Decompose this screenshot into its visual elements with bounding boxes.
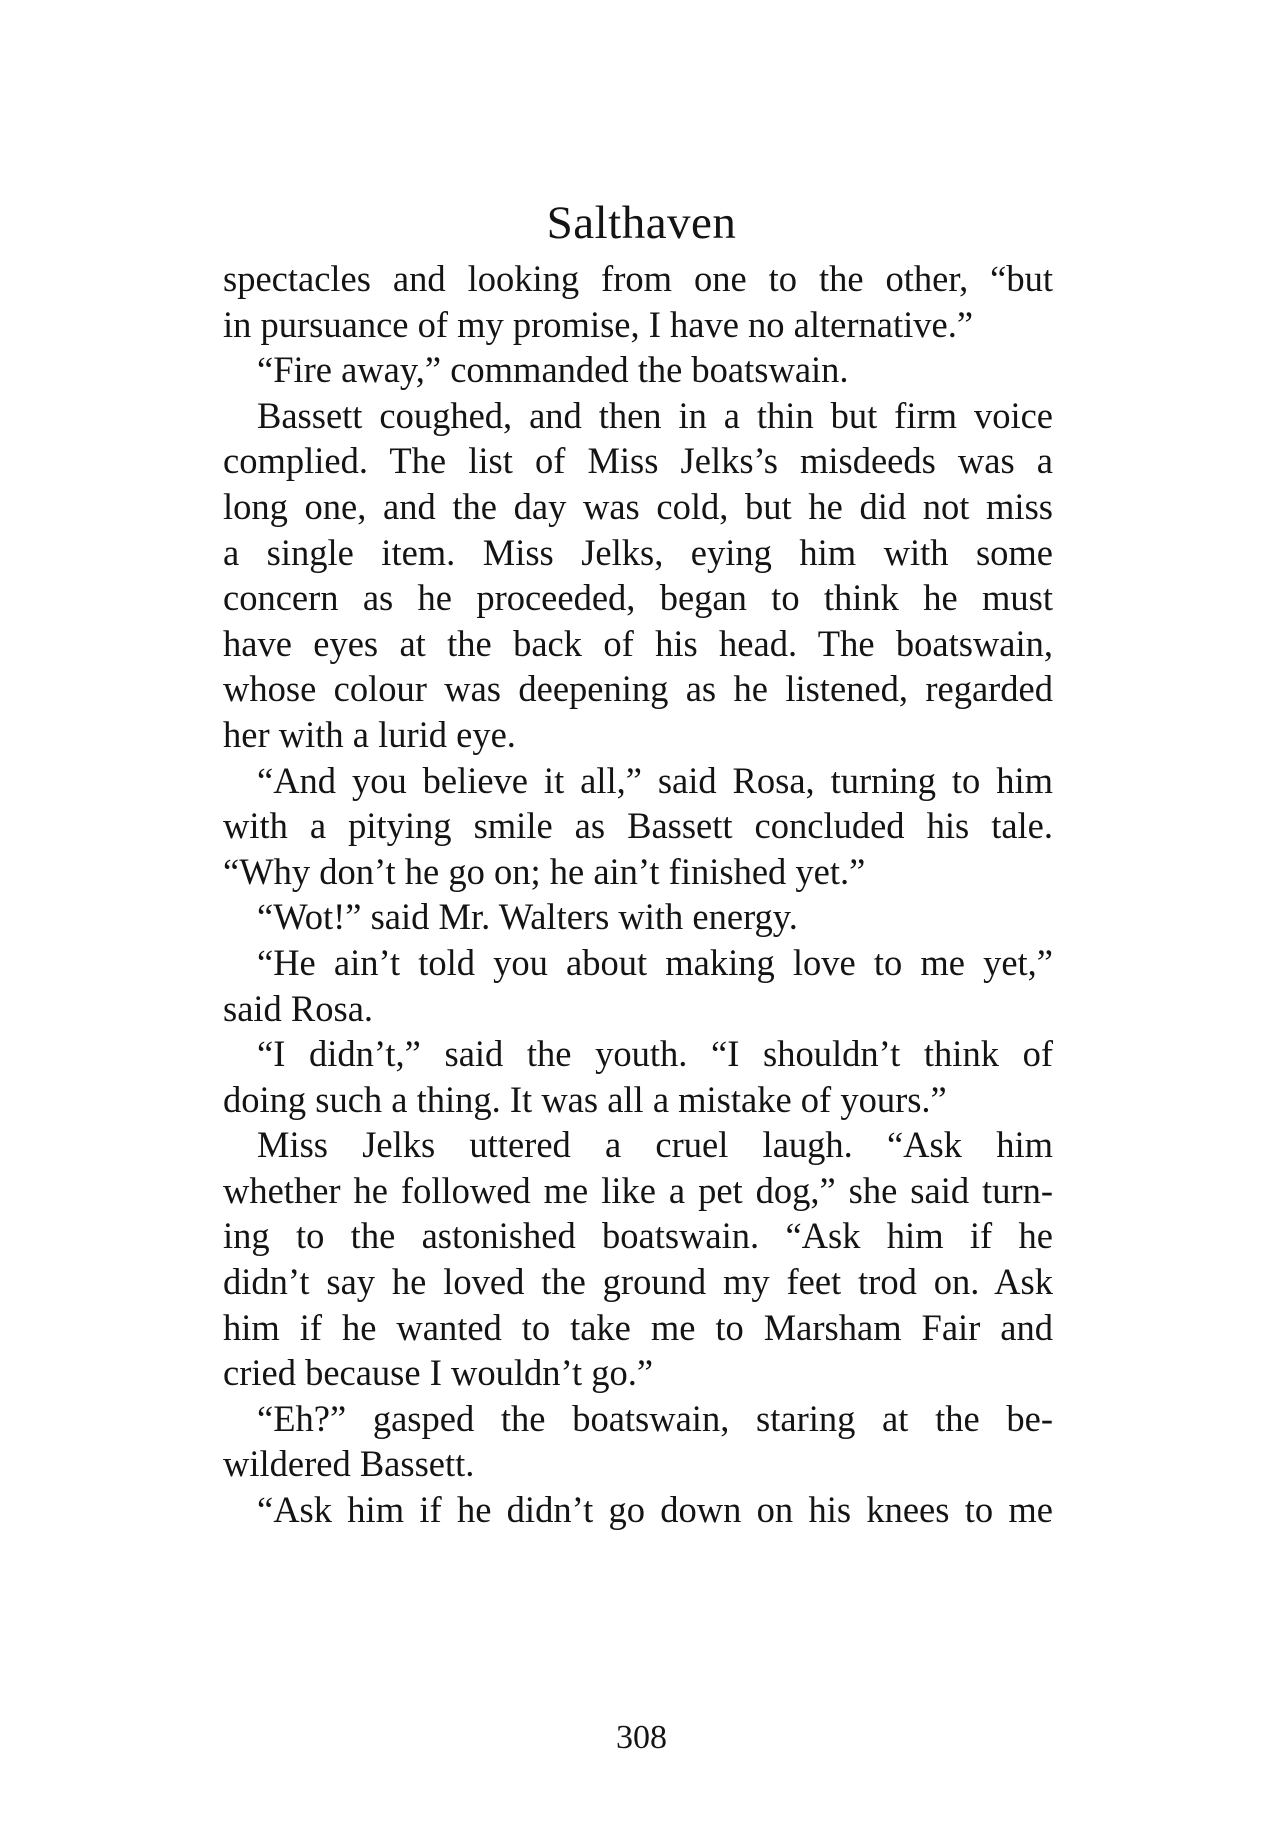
text-line: “Fire away,” commanded the boatswain.: [257, 349, 849, 391]
text-line: said Rosa.: [223, 987, 374, 1029]
page-number: 308: [616, 1719, 667, 1756]
text-line: “Ask him if he didn’t go down on his knees to me: [257, 1489, 1053, 1531]
body-text: [223, 256, 1053, 1533]
text-line: Miss Jelks uttered a cruel laugh. “Ask him: [257, 1124, 1053, 1166]
text-line: Bassett coughed, and then in a thin but firm voice: [257, 394, 1053, 436]
text-line: her with a lurid eye.: [223, 713, 516, 755]
running-head: Salthaven: [546, 197, 737, 249]
text-line: “And you believe it all,” said Rosa, turning to him: [257, 759, 1053, 801]
text-line: have eyes at the back of his head. The boatswain,: [223, 622, 1053, 664]
text-line: whether he followed me like a pet dog,” she said turn-: [223, 1169, 1053, 1211]
text-line: “Wot!” said Mr. Walters with energy.: [257, 896, 798, 938]
text-line: “Why don’t he go on; he ain’t finished yet.”: [223, 850, 866, 892]
text-line: ing to the astonished boatswain. “Ask him if he: [223, 1215, 1053, 1257]
text-line: with a pitying smile as Bassett concluded his tale.: [223, 805, 1053, 847]
text-line: long one, and the day was cold, but he did not miss: [223, 485, 1053, 527]
text-line: “I didn’t,” said the youth. “I shouldn’t think of: [257, 1033, 1053, 1075]
text-line: complied. The list of Miss Jelks’s misdeeds was a: [223, 440, 1053, 482]
text-line: doing such a thing. It was all a mistake of yours.”: [223, 1078, 947, 1120]
text-line: whose colour was deepening as he listened, regarded: [223, 668, 1053, 710]
text-line: cried because I wouldn’t go.”: [223, 1352, 654, 1394]
text-line: concern as he proceeded, began to think he must: [223, 577, 1053, 619]
text-line: didn’t say he loved the ground my feet trod on. Ask: [223, 1261, 1053, 1303]
text-line: “He ain’t told you about making love to me yet,”: [257, 941, 1053, 983]
text-line: him if he wanted to take me to Marsham Fair and: [223, 1306, 1053, 1348]
text-line: in pursuance of my promise, I have no alternative.”: [223, 303, 974, 345]
text-line: “Eh?” gasped the boatswain, staring at the be-: [257, 1397, 1053, 1439]
text-line: wildered Bassett.: [223, 1443, 475, 1485]
text-line: a single item. Miss Jelks, eying him with some: [223, 531, 1053, 573]
text-line: spectacles and looking from one to the other, “but: [223, 258, 1053, 299]
